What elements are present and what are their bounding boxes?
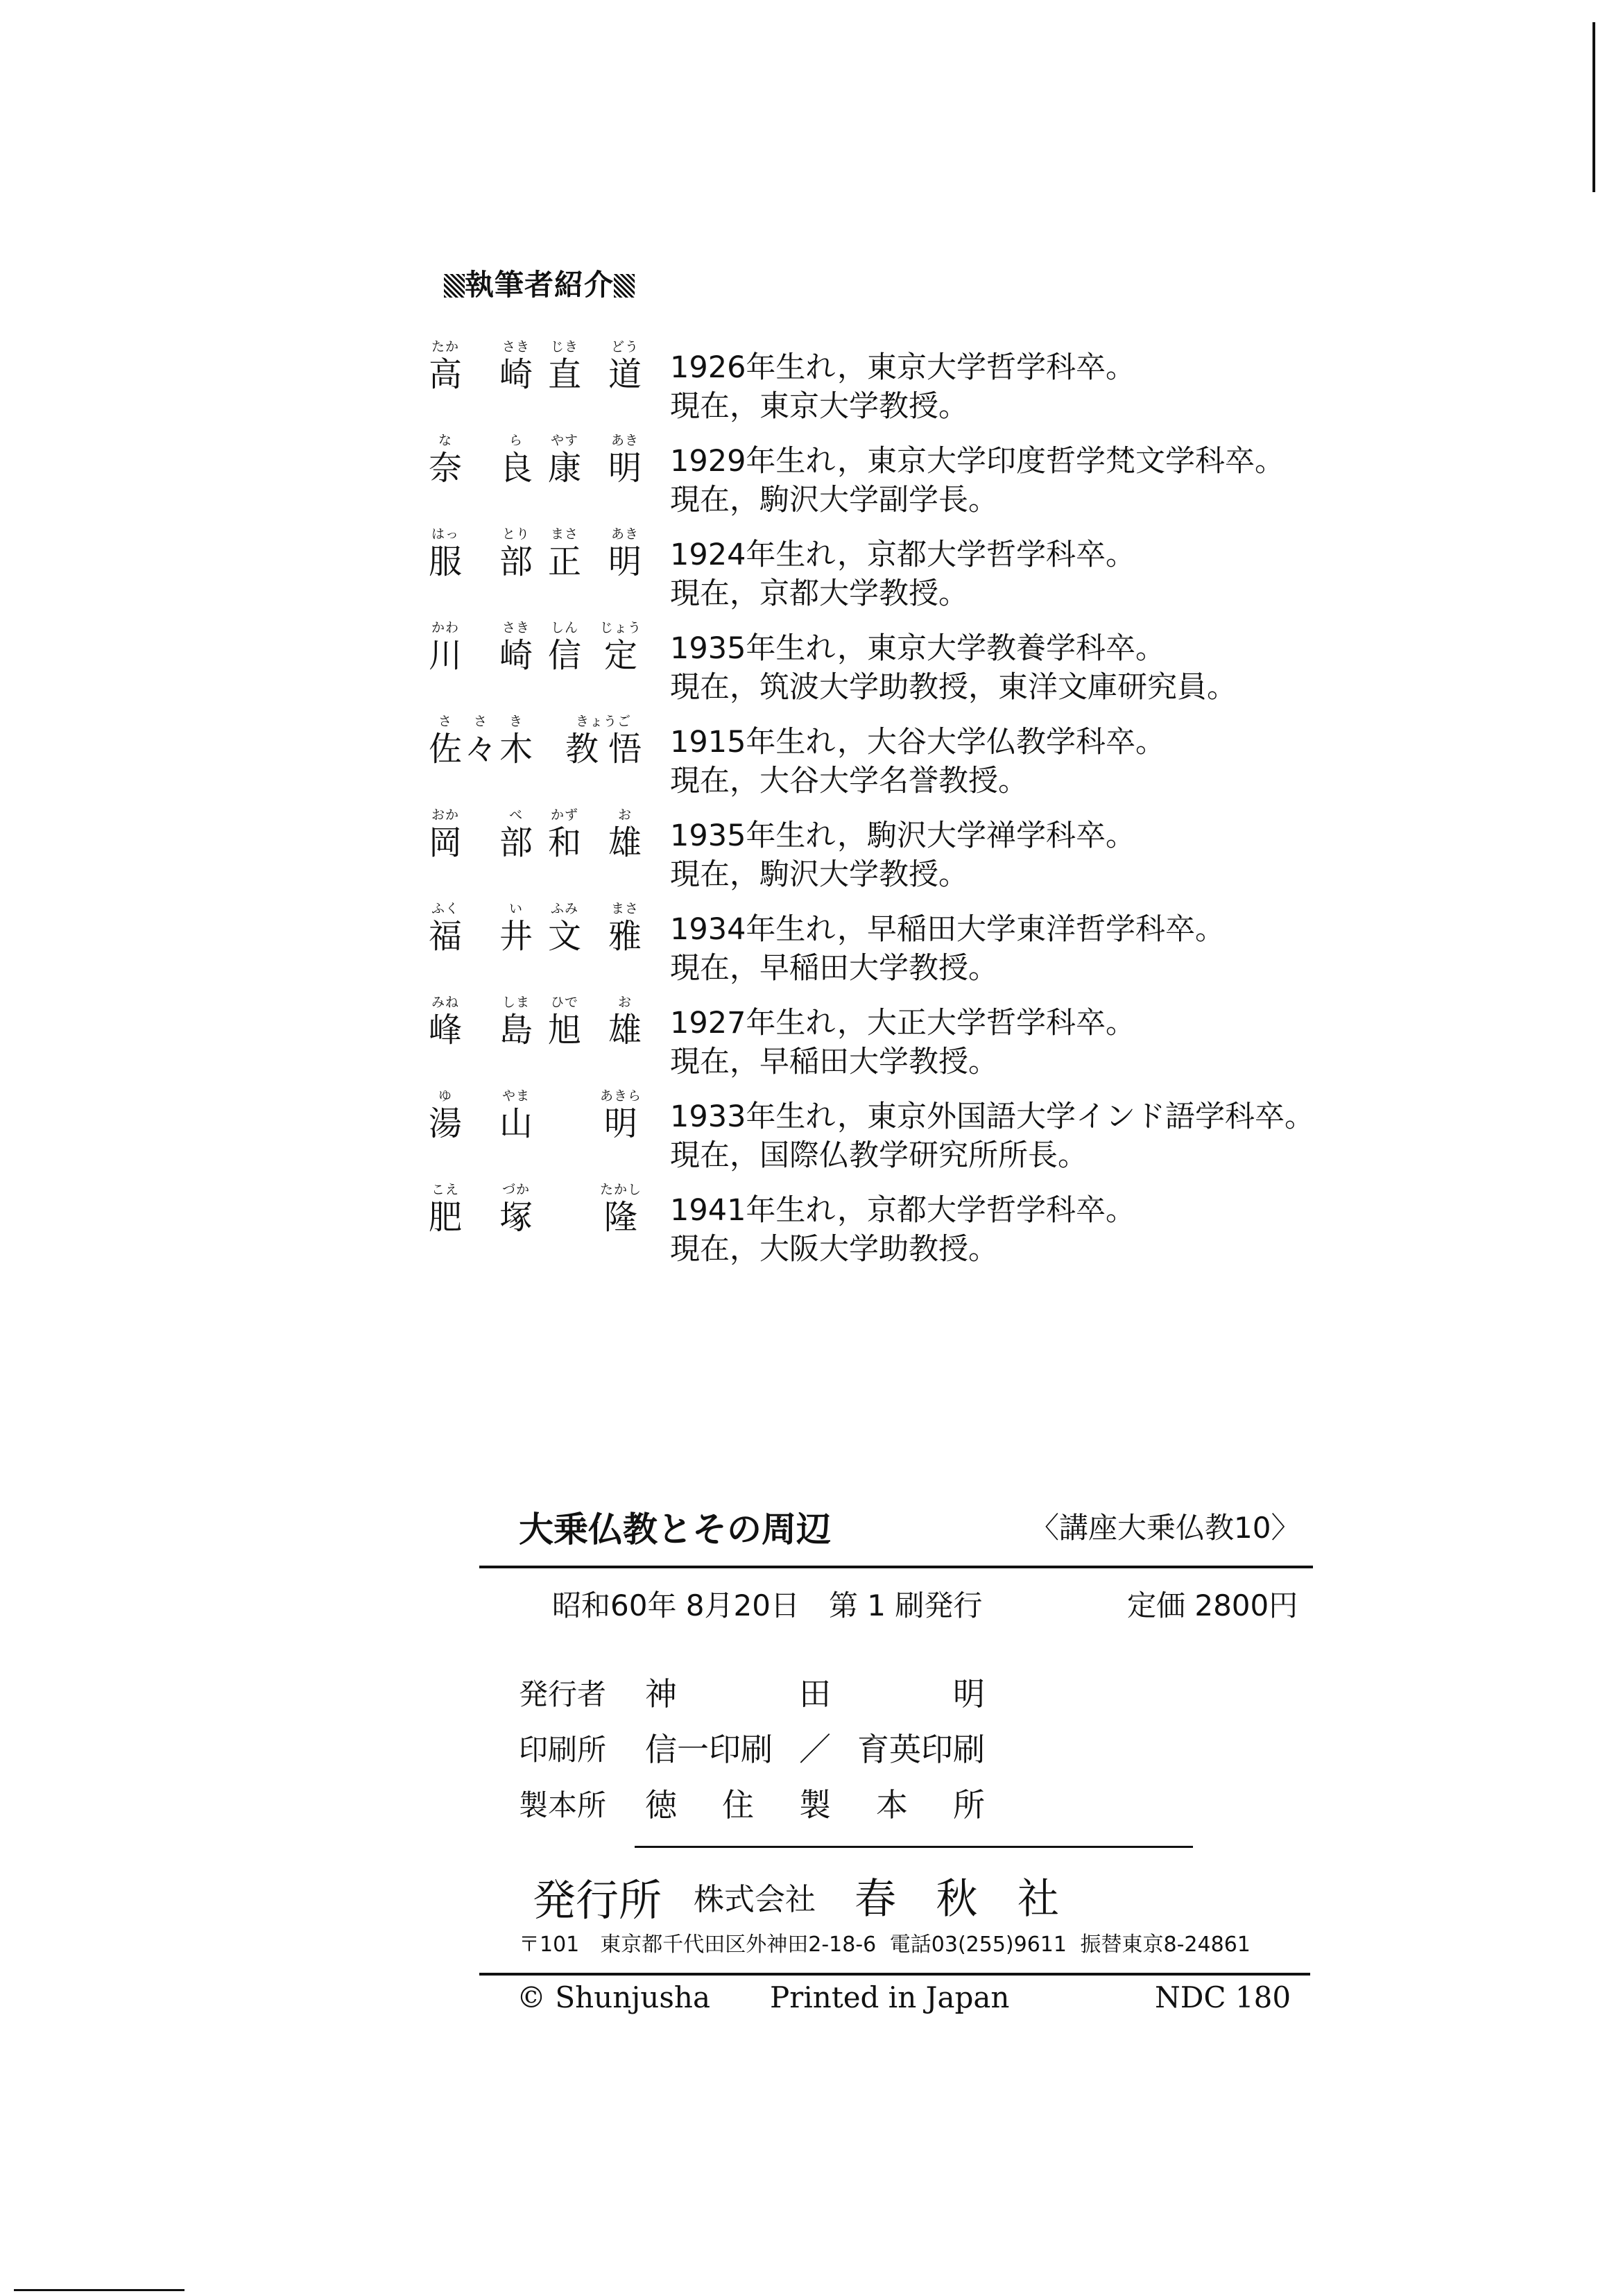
author-education: 1927年生れ，大正大学哲学科卒。 [670,1006,1136,1040]
given-name [548,807,651,883]
surname-name [429,1088,542,1164]
surname-name [429,807,542,883]
author-entry [0,807,1623,897]
name-unit [548,994,592,1070]
printed-in: Printed in Japan [770,1980,1010,2014]
author-entry [0,339,1623,429]
author-position: 現在，早稲田大学教授。 [670,951,998,986]
name-kanji: 木 [499,730,542,769]
name-unit [429,1088,472,1164]
hatch-ornament-left [444,274,465,298]
given-name [548,339,651,415]
name-unit [499,432,542,508]
name-unit [608,994,651,1070]
credit-value-part: 神 [645,1675,677,1713]
ndc-number: NDC 180 [1155,1980,1291,2014]
name-unit [499,339,542,415]
credit-value-part: 製 [799,1786,831,1824]
name-unit [499,807,542,883]
furigana: さ [473,714,488,729]
scan-edge-line [1592,22,1595,192]
name-kanji: 明 [608,542,651,581]
furigana: たかし [599,1182,642,1197]
name-unit [429,526,472,602]
furigana: さき [501,620,530,635]
name-kanji: 峰 [429,1011,472,1050]
company-name [855,1866,1059,1926]
author-education: 1941年生れ，京都大学哲学科卒。 [670,1193,1136,1228]
furigana: たか [431,339,460,354]
given-name [548,713,651,789]
name-unit [499,526,542,602]
name-kanji: 々 [463,730,507,769]
furigana: づか [501,1182,530,1197]
given-name [548,619,647,696]
scan-edge-line [14,2289,184,2291]
surname-name [429,713,542,789]
name-unit [429,339,472,415]
author-entry [0,713,1623,803]
author-entry [0,1088,1623,1178]
name-unit [548,526,592,602]
publisher-label: 発行所 [533,1875,662,1926]
surname-name [429,1181,542,1258]
credit-label: 製本所 [519,1788,607,1822]
author-entry [0,619,1623,710]
author-entry [0,994,1623,1084]
name-unit [608,339,651,415]
furigana: お [617,807,632,823]
series-name: 〈講座大乗仏教10〉 [1030,1511,1300,1545]
author-position: 現在，早稲田大学教授。 [670,1045,998,1079]
given-name [548,432,651,508]
name-kanji: 井 [499,917,542,956]
name-kanji: 部 [499,542,542,581]
name-kanji: 旭 [548,1011,592,1050]
name-unit [548,339,592,415]
name-kanji: 直 [548,355,592,394]
author-position: 現在，駒沢大学教授。 [670,857,968,892]
surname-name [429,994,542,1070]
author-education: 1934年生れ，早稲田大学東洋哲学科卒。 [670,912,1226,947]
author-education: 1933年生れ，東京外国語大学インド語学科卒。 [670,1099,1315,1134]
name-unit [499,1181,542,1258]
company-char: 社 [1017,1875,1059,1924]
heading-text: 執筆者紹介 [465,268,615,302]
furigana: さき [501,339,530,354]
divider [635,1846,1193,1848]
name-unit [429,1181,472,1258]
credit-value-part: 住 [722,1786,754,1824]
name-kanji: 正 [548,542,592,581]
name-kanji: 湯 [429,1104,472,1143]
name-unit [463,713,507,789]
name-kanji: 雄 [608,1011,651,1050]
name-kanji: 明 [608,449,651,488]
furigana: かわ [431,620,460,635]
name-kanji: 服 [429,542,472,581]
furigana: ら [508,433,523,448]
furigana: ひで [551,995,579,1010]
credit-value-part: 明 [953,1675,985,1713]
given-name [548,526,651,602]
surname-name [429,339,542,415]
credit-value-part: 信一印刷 [645,1731,773,1768]
given-name [548,994,651,1070]
credit-value-part: 育英印刷 [857,1731,985,1768]
name-kanji: 雅 [608,917,651,956]
name-kanji: 雄 [608,823,651,862]
copyright: © Shunjusha [517,1980,710,2014]
name-kanji: 岡 [429,823,472,862]
name-unit [499,713,542,789]
author-position: 現在，駒沢大学副学長。 [670,483,998,517]
furigana: べ [508,807,523,823]
author-education: 1924年生れ，京都大学哲学科卒。 [670,538,1136,572]
furigana: い [508,901,523,916]
name-unit [548,432,592,508]
credit-value [645,1669,985,1715]
name-kanji: 文 [548,917,592,956]
furigana: ふく [431,901,460,916]
name-kanji: 道 [608,355,651,394]
name-unit [608,526,651,602]
furigana: あき [610,526,639,542]
name-unit [608,807,651,883]
name-kanji: 奈 [429,449,472,488]
company-char: 春 [855,1875,896,1924]
furigana: しま [501,995,530,1010]
section-heading [444,262,635,304]
author-position: 現在，大谷大学名誉教授。 [670,764,1028,798]
name-kanji: 隆 [603,1198,647,1237]
furigana: な [438,433,453,448]
name-unit [608,900,651,977]
furigana: やま [501,1088,530,1104]
furigana: どう [610,339,639,354]
name-kanji: 良 [499,449,542,488]
name-kanji: 教悟 [565,730,651,769]
name-unit [599,1088,647,1164]
furigana: き [508,714,523,729]
furigana: きょうご [575,714,631,729]
name-kanji: 山 [499,1104,542,1143]
furigana: ふみ [551,901,579,916]
surname-name [429,900,542,977]
credit-value-part: 徳 [645,1786,677,1824]
furigana: お [617,995,632,1010]
author-entry [0,900,1623,991]
author-entry [0,1181,1623,1271]
author-position: 現在，大阪大学助教授。 [670,1232,998,1267]
name-unit [429,994,472,1070]
credit-value-part: 所 [953,1786,985,1824]
name-unit [499,994,542,1070]
company-char: 秋 [936,1875,978,1924]
name-unit [548,619,592,696]
name-unit [429,432,472,508]
name-kanji: 塚 [499,1198,542,1237]
furigana: おか [431,807,460,823]
name-kanji: 明 [603,1104,647,1143]
credit-label: 発行者 [519,1677,607,1711]
name-kanji: 肥 [429,1198,472,1237]
name-kanji: 崎 [499,636,542,675]
name-unit [599,1181,647,1258]
author-position: 現在，東京大学教授。 [670,389,968,424]
name-kanji: 定 [603,636,647,675]
name-unit [499,900,542,977]
credit-value [645,1724,985,1770]
name-kanji: 福 [429,917,472,956]
author-education: 1929年生れ，東京大学印度哲学梵文学科卒。 [670,444,1285,479]
name-kanji: 和 [548,823,592,862]
author-education: 1935年生れ，東京大学教養学科卒。 [670,631,1166,666]
credit-value-part: 本 [876,1786,908,1824]
credit-value-part: ／ [799,1731,831,1768]
book-title: 大乗仏教とその周辺 [519,1509,831,1550]
furigana: まさ [610,901,639,916]
furigana: あきら [599,1088,642,1104]
hatch-ornament-right [614,274,635,298]
name-unit [429,900,472,977]
name-unit [499,619,542,696]
given-name [548,900,651,977]
author-entry [0,432,1623,522]
credit-label: 印刷所 [519,1733,607,1767]
publication-date: 昭和60年 8月20日 第 1 刷発行 [552,1588,983,1622]
name-kanji: 部 [499,823,542,862]
name-kanji: 康 [548,449,592,488]
author-position: 現在，国際仏教学研究所所長。 [670,1138,1088,1173]
name-kanji: 信 [548,636,592,675]
name-kanji: 崎 [499,355,542,394]
name-kanji: 高 [429,355,472,394]
given-name [548,1088,647,1164]
furigana: はっ [431,526,460,542]
author-entry [0,526,1623,616]
divider [479,1566,1313,1568]
furigana: ゆ [438,1088,453,1104]
surname-name [429,619,542,696]
author-education: 1926年生れ，東京大学哲学科卒。 [670,350,1136,385]
furigana: まさ [551,526,579,542]
furigana: さ [438,714,453,729]
furigana: みね [431,995,460,1010]
furigana: じき [551,339,579,354]
furigana: じょう [599,620,642,635]
name-kanji: 川 [429,636,472,675]
price: 定価 2800円 [1127,1588,1298,1622]
name-unit [429,807,472,883]
name-unit [548,900,592,977]
name-unit [608,432,651,508]
name-unit [499,1088,542,1164]
surname-name [429,432,542,508]
author-education: 1935年生れ，駒沢大学禅学科卒。 [670,819,1136,853]
furigana: かず [551,807,579,823]
name-unit [548,807,592,883]
name-unit [429,619,472,696]
name-unit [599,619,647,696]
furigana: とり [501,526,530,542]
divider [479,1973,1310,1976]
furigana: こえ [431,1182,460,1197]
publisher-address: 〒101 東京都千代田区外神田2-18-6 電話03(255)9611 振替東京8-24861 [519,1933,1251,1957]
credit-value-part: 田 [799,1675,831,1713]
furigana: やす [551,433,579,448]
surname-name [429,526,542,602]
name-kanji: 佐 [429,730,472,769]
furigana: あき [610,433,639,448]
name-unit [565,713,651,789]
credit-value [645,1780,985,1826]
author-education: 1915年生れ，大谷大学仏教学科卒。 [670,725,1166,760]
name-unit [429,713,472,789]
furigana: しん [551,620,579,635]
name-kanji: 島 [499,1011,542,1050]
company-type: 株式会社 [694,1882,816,1917]
given-name [548,1181,647,1258]
author-position: 現在，京都大学教授。 [670,576,968,611]
author-position: 現在，筑波大学助教授，東洋文庫研究員。 [670,670,1237,705]
